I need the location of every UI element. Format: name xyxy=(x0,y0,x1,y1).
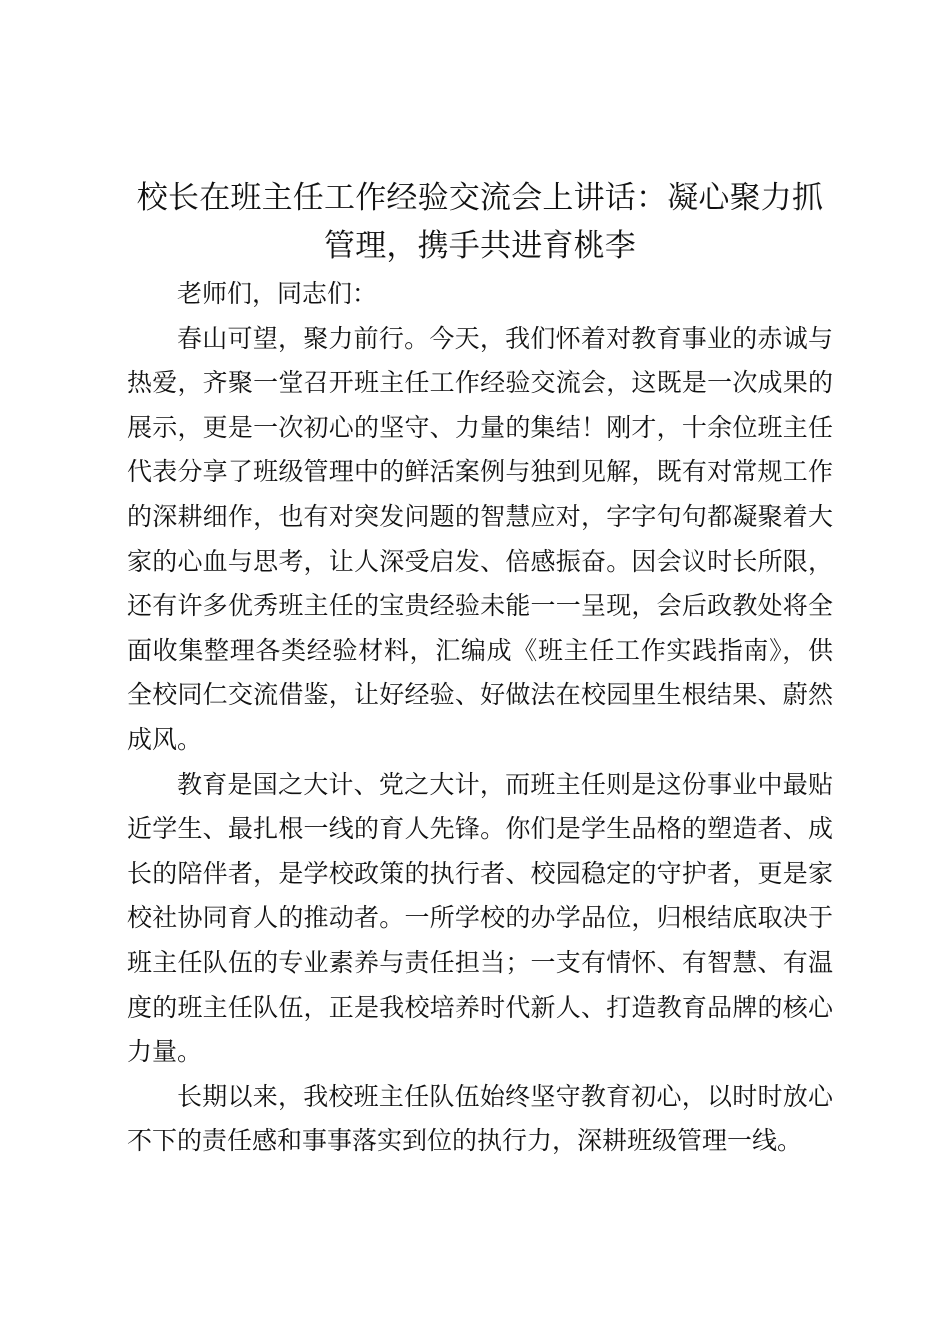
document-body xyxy=(127,272,833,1164)
document-content xyxy=(127,174,833,1164)
paragraph-long-term-work: 长期以来，我校班主任队伍始终坚守教育初心，以时时放心不下的责任感和事事落实到位的执行力，深耕班级管理一线。 xyxy=(127,1081,833,1156)
document-title: 校长在班主任工作经验交流会上讲话：凝心聚力抓管理，携手共进育桃李 xyxy=(136,180,824,264)
paragraph-role-of-head-teachers: 教育是国之大计、党之大计，而班主任则是这份事业中最贴近学生、最扎根一线的育人先锋。你们是学生品格的塑造者、成长的陪伴者，是学校政策的执行者、校园稳定的守护者，更是家校社协同育人的推动者。一所学校的办学品位，归根结底取决于班主任队伍的专业素养与责任担当；一支有情怀、有智慧、有温度的班主任队伍，正是我校培养时代新人、打造教育品牌的核心力量。 xyxy=(127,769,833,1067)
paragraph-salutation: 老师们，同志们： xyxy=(177,279,378,308)
paragraph-opening: 春山可望，聚力前行。今天，我们怀着对教育事业的赤诚与热爱，齐聚一堂召开班主任工作经验交流会，这既是一次成果的展示，更是一次初心的坚守、力量的集结！刚才，十余位班主任代表分享了班级管理中的鲜活案例与独到见解，既有对常规工作的深耕细作，也有对突发问题的智慧应对，字字句句都凝聚着大家的心血与思考，让人深受启发、倍感振奋。因会议时长所限，还有许多优秀班主任的宝贵经验未能一一呈现，会后政教处将全面收集整理各类经验材料，汇编成《班主任工作实践指南》，供全校同仁交流借鉴，让好经验、好做法在校园里生根结果、蔚然成风。 xyxy=(127,323,833,754)
